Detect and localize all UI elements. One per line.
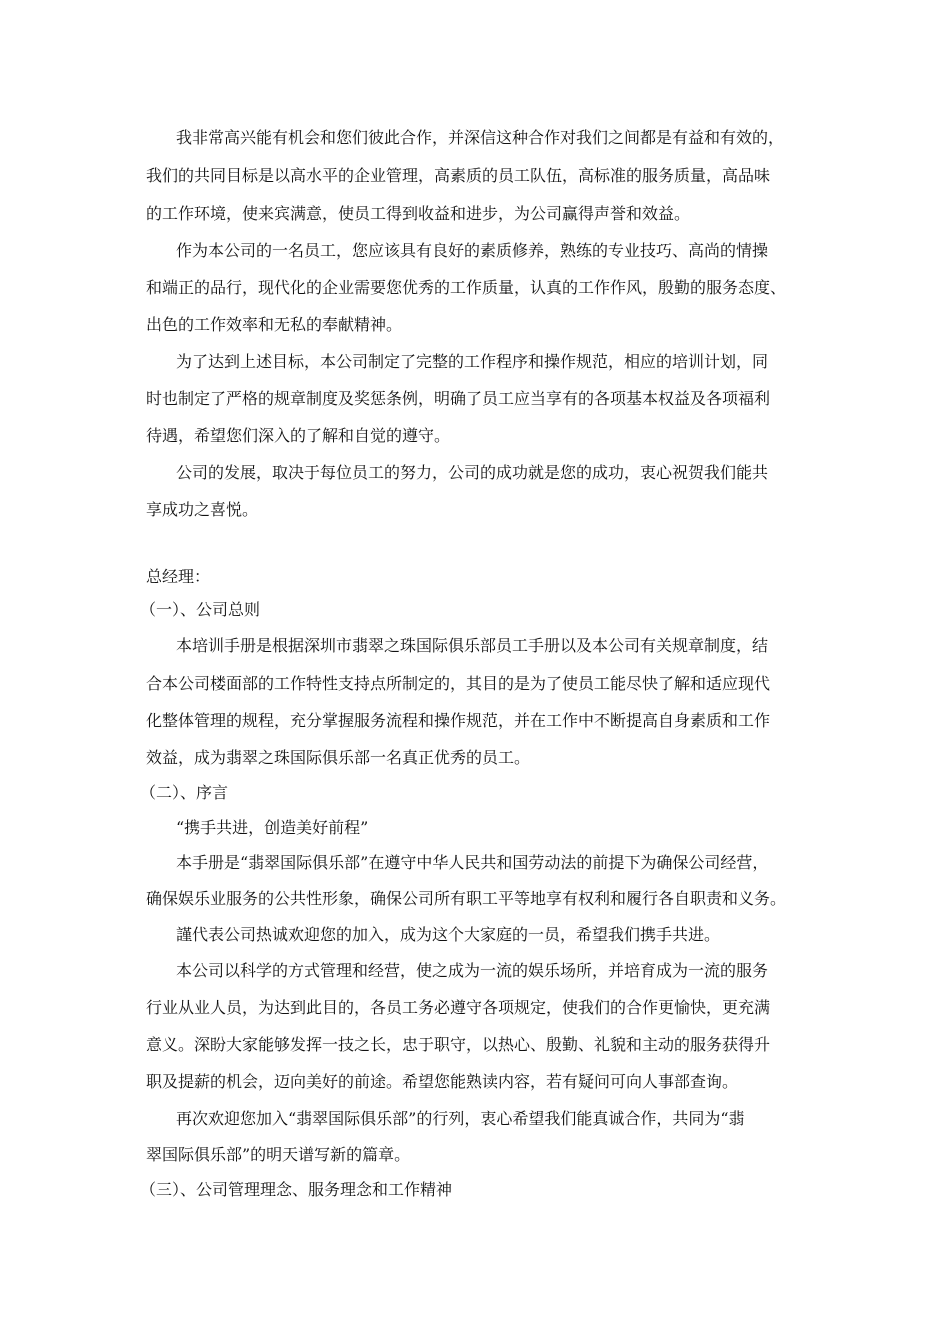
section2-p3-line4: 职及提薪的机会，迈向美好的前途。希望您能熟读内容，若有疑问可向人事部查询。 <box>146 1072 739 1091</box>
section2-p1-line2: 确保娱乐业服务的公共性形象，确保公司所有职工平等地享有权利和履行各自职责和义务。 <box>146 889 787 908</box>
welcome-p4-line1: 公司的发展，取决于每位员工的努力，公司的成功就是您的成功，衷心祝贺我们能共 <box>176 463 769 482</box>
welcome-p1-line2: 我们的共同目标是以高水平的企业管理，高素质的员工队伍，高标准的服务质量，高品味 <box>146 166 771 185</box>
section2-heading: （二）、序言 <box>140 783 229 802</box>
section1-line2: 合本公司楼面部的工作特性支持点所制定的，其目的是为了使员工能尽快了解和适应现代 <box>146 674 771 693</box>
section1-line3: 化整体管理的规程，充分掌握服务流程和操作规范，并在工作中不断提高自身素质和工作 <box>146 711 771 730</box>
welcome-p3-line2: 时也制定了严格的规章制度及奖惩条例，明确了员工应当享有的各项基本权益及各项福利 <box>146 389 771 408</box>
welcome-p4-line2: 享成功之喜悦。 <box>146 500 259 519</box>
section3-heading: （三）、公司管理理念、服务理念和工作精神 <box>140 1180 453 1199</box>
section2-p4-line2: 翠国际俱乐部”的明天谱写新的篇章。 <box>146 1145 411 1164</box>
section2-p4-line1: 再次欢迎您加入“翡翠国际俱乐部”的行列，衷心希望我们能真诚合作，共同为“翡 <box>176 1109 745 1128</box>
section2-p3-line1: 本公司以科学的方式管理和经营，使之成为一流的娱乐场所，并培育成为一流的服务 <box>176 961 769 980</box>
welcome-p3-line3: 待遇，希望您们深入的了解和自觉的遵守。 <box>146 426 451 445</box>
welcome-p2-line1: 作为本公司的一名员工，您应该具有良好的素质修养，熟练的专业技巧、高尚的情操 <box>176 241 769 260</box>
welcome-p2-line2: 和端正的品行，现代化的企业需要您优秀的工作质量，认真的工作作风，殷勤的服务态度、 <box>146 278 787 297</box>
section1-line4: 效益，成为翡翠之珠国际俱乐部一名真正优秀的员工。 <box>146 748 531 767</box>
welcome-p1-line3: 的工作环境，使来宾满意，使员工得到收益和进步，为公司赢得声誉和效益。 <box>146 204 691 223</box>
section2-p3-line2: 行业从业人员，为达到此目的，各员工务必遵守各项规定，使我们的合作更愉快，更充满 <box>146 998 771 1017</box>
welcome-p2-line3: 出色的工作效率和无私的奉献精神。 <box>146 315 403 334</box>
section2-p1-line1: 本手册是“翡翠国际俱乐部”在遵守中华人民共和国劳动法的前提下为确保公司经营， <box>176 853 769 872</box>
section2-p2: 謹代表公司热诚欢迎您的加入，成为这个大家庭的一员，希望我们携手共进。 <box>176 925 721 944</box>
welcome-p3-line1: 为了达到上述目标，本公司制定了完整的工作程序和操作规范，相应的培训计划，同 <box>176 352 769 371</box>
section1-heading: （一）、公司总则 <box>140 600 261 619</box>
welcome-p1-line1: 我非常高兴能有机会和您们彼此合作，并深信这种合作对我们之间都是有益和有效的， <box>176 128 785 147</box>
section2-motto: “携手共进，创造美好前程” <box>176 818 369 837</box>
signature-label: 总经理： <box>146 567 211 586</box>
section1-line1: 本培训手册是根据深圳市翡翠之珠国际俱乐部员工手册以及本公司有关规章制度，结 <box>176 636 769 655</box>
section2-p3-line3: 意义。深盼大家能够发挥一技之长，忠于职守，以热心、殷勤、礼貌和主动的服务获得升 <box>146 1035 771 1054</box>
